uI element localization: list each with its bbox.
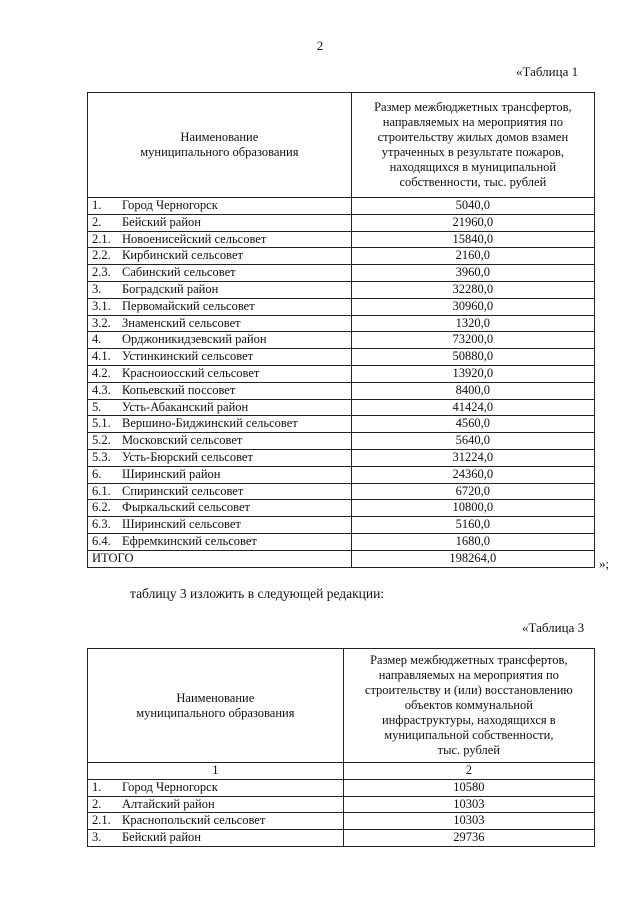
row-number: 6.3. — [92, 517, 111, 532]
municipality-cell — [88, 517, 352, 534]
row-number: 4.2. — [92, 365, 111, 380]
municipality-cell — [88, 779, 344, 796]
municipality-cell — [88, 449, 352, 466]
municipality-name: Ширинский сельсовет — [122, 517, 241, 532]
municipality-name: Устинкинский сельсовет — [122, 349, 254, 364]
municipality-name: Спиринский сельсовет — [122, 483, 244, 498]
transfer-amount: 5040,0 — [351, 198, 594, 215]
table-row — [88, 214, 595, 231]
municipality-cell — [88, 830, 344, 847]
municipality-cell — [88, 214, 352, 231]
table3-colnum-row — [88, 763, 595, 780]
row-number: 2. — [92, 214, 102, 229]
table-row — [88, 500, 595, 517]
row-number: 2.1. — [92, 231, 111, 246]
row-number: 3.1. — [92, 298, 111, 313]
municipality-cell — [88, 796, 344, 813]
municipality-name: Город Черногорск — [122, 779, 218, 794]
table-row — [88, 830, 595, 847]
transfer-amount: 41424,0 — [351, 399, 594, 416]
table-row — [88, 382, 595, 399]
municipality-name: Алтайский район — [122, 796, 215, 811]
row-number: 6.1. — [92, 483, 111, 498]
transfer-amount: 21960,0 — [351, 214, 594, 231]
municipality-cell — [88, 315, 352, 332]
transfer-amount: 5640,0 — [351, 433, 594, 450]
municipality-cell — [88, 298, 352, 315]
municipality-name: Усть-Бюрский сельсовет — [122, 449, 253, 464]
row-number: 6.2. — [92, 500, 111, 515]
transfer-amount: 10303 — [343, 796, 594, 813]
row-number: 2.3. — [92, 265, 111, 280]
table3-header-value: Размер межбюджетных трансфертов, направляемых на мероприятия по строительству и (или) восстановлению объектов коммунальной инфраструктуры, находящихся в муниципальной собственности, тыс. рублей — [343, 649, 594, 763]
municipality-name: Сабинский сельсовет — [122, 265, 236, 280]
row-number: 3.2. — [92, 315, 111, 330]
table3-header-row — [88, 649, 595, 763]
municipality-name: Знаменский сельсовет — [122, 315, 241, 330]
transfer-amount: 5160,0 — [351, 517, 594, 534]
table3-col-number-2: 2 — [343, 763, 594, 780]
municipality-cell — [88, 500, 352, 517]
table3-caption: «Таблица 3 — [522, 620, 585, 635]
transfer-amount: 10800,0 — [351, 500, 594, 517]
table-row — [88, 198, 595, 215]
municipality-cell — [88, 382, 352, 399]
table1-caption: «Таблица 1 — [516, 64, 579, 79]
transfer-amount: 30960,0 — [351, 298, 594, 315]
table-row — [88, 365, 595, 382]
transfer-amount: 1320,0 — [351, 315, 594, 332]
table1-header-value: Размер межбюджетных трансфертов, направляемых на мероприятия по строительству жилых домов взамен утраченных в результате пожаров, находящихся в муниципальной собственности, тыс. рублей — [351, 93, 594, 198]
transfer-amount: 6720,0 — [351, 483, 594, 500]
table-row — [88, 399, 595, 416]
transfer-amount: 24360,0 — [351, 466, 594, 483]
municipality-name: Ефремкинский сельсовет — [122, 533, 257, 548]
table-row — [88, 281, 595, 298]
municipality-cell — [88, 813, 344, 830]
municipality-name: Краснопольский сельсовет — [122, 813, 266, 828]
municipality-name: Первомайский сельсовет — [122, 298, 255, 313]
table1-total-value: 198264,0 — [351, 550, 594, 567]
municipality-name: Усть-Абаканский район — [122, 399, 249, 414]
table-row — [88, 779, 595, 796]
municipality-cell — [88, 332, 352, 349]
transfer-amount: 3960,0 — [351, 265, 594, 282]
table1 — [87, 92, 595, 568]
transfer-amount: 10580 — [343, 779, 594, 796]
municipality-cell — [88, 416, 352, 433]
municipality-name: Бейский район — [122, 830, 201, 845]
table-row — [88, 298, 595, 315]
municipality-name: Красноиосский сельсовет — [122, 365, 260, 380]
transfer-amount: 13920,0 — [351, 365, 594, 382]
transfer-amount: 10303 — [343, 813, 594, 830]
table-row — [88, 265, 595, 282]
row-number: 1. — [92, 198, 102, 212]
municipality-name: Город Черногорск — [122, 198, 218, 212]
row-number: 1. — [92, 779, 102, 794]
page-number: 2 — [316, 38, 324, 53]
row-number: 5.2. — [92, 433, 111, 448]
transfer-amount: 73200,0 — [351, 332, 594, 349]
table-row — [88, 466, 595, 483]
municipality-cell — [88, 533, 352, 550]
row-number: 4.3. — [92, 382, 111, 397]
municipality-name: Фыркальский сельсовет — [122, 500, 250, 515]
transfer-amount: 31224,0 — [351, 449, 594, 466]
row-number: 5.3. — [92, 449, 111, 464]
row-number: 6.4. — [92, 533, 111, 548]
municipality-cell — [88, 433, 352, 450]
table-row — [88, 349, 595, 366]
table-row — [88, 332, 595, 349]
row-number: 3. — [92, 830, 102, 845]
table3-header-name: Наименование муниципального образования — [88, 649, 344, 763]
municipality-cell — [88, 466, 352, 483]
transfer-amount: 8400,0 — [351, 382, 594, 399]
row-number: 5.1. — [92, 416, 111, 431]
transfer-amount: 32280,0 — [351, 281, 594, 298]
transfer-amount: 50880,0 — [351, 349, 594, 366]
municipality-cell — [88, 349, 352, 366]
municipality-name: Московский сельсовет — [122, 433, 243, 448]
table-row — [88, 796, 595, 813]
table-row — [88, 433, 595, 450]
row-number: 4.1. — [92, 349, 111, 364]
municipality-cell — [88, 365, 352, 382]
row-number: 2.2. — [92, 248, 111, 263]
municipality-cell — [88, 483, 352, 500]
municipality-name: Копьевский поссовет — [122, 382, 236, 397]
municipality-cell — [88, 281, 352, 298]
transfer-amount: 1680,0 — [351, 533, 594, 550]
table1-closing: »; — [599, 556, 610, 571]
municipality-name: Новоенисейский сельсовет — [122, 231, 267, 246]
municipality-cell — [88, 265, 352, 282]
row-number: 5. — [92, 399, 102, 414]
row-number: 3. — [92, 281, 102, 296]
transfer-amount: 29736 — [343, 830, 594, 847]
table-row — [88, 231, 595, 248]
table1-header-row — [88, 93, 595, 198]
municipality-name: Боградский район — [122, 281, 219, 296]
table-row — [88, 315, 595, 332]
table1-total-label: ИТОГО — [88, 550, 352, 567]
municipality-cell — [88, 399, 352, 416]
municipality-name: Кирбинский сельсовет — [122, 248, 243, 263]
row-number: 6. — [92, 466, 102, 481]
row-number: 2.1. — [92, 813, 111, 828]
table-row — [88, 416, 595, 433]
table-row — [88, 483, 595, 500]
municipality-cell — [88, 248, 352, 265]
table-row — [88, 248, 595, 265]
table3-col-number-1: 1 — [88, 763, 344, 780]
municipality-name: Вершино-Биджинский сельсовет — [122, 416, 298, 431]
table1-header-name: Наименование муниципального образования — [88, 93, 352, 198]
table-row — [88, 533, 595, 550]
municipality-cell — [88, 198, 352, 215]
table-row — [88, 449, 595, 466]
table-row — [88, 813, 595, 830]
transfer-amount: 4560,0 — [351, 416, 594, 433]
municipality-cell — [88, 231, 352, 248]
transfer-amount: 15840,0 — [351, 231, 594, 248]
municipality-name: Орджоникидзевский район — [122, 332, 267, 347]
transfer-amount: 2160,0 — [351, 248, 594, 265]
municipality-name: Ширинский район — [122, 466, 221, 481]
row-number: 2. — [92, 796, 102, 811]
table3 — [87, 648, 595, 847]
municipality-name: Бейский район — [122, 214, 201, 229]
table1-total-row — [88, 550, 595, 567]
instruction-text: таблицу 3 изложить в следующей редакции: — [130, 586, 385, 601]
table-row — [88, 517, 595, 534]
row-number: 4. — [92, 332, 102, 347]
